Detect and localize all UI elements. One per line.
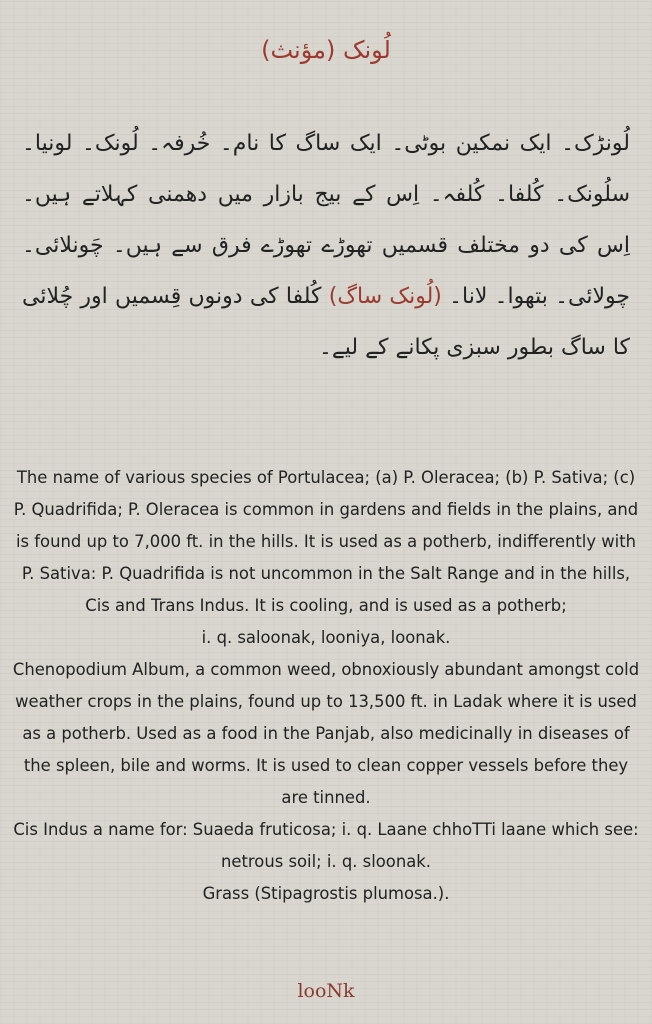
headword-urdu: لُونک (مؤنث) xyxy=(261,36,391,64)
romanized-headword: looNk xyxy=(297,980,355,1002)
english-paragraph: Chenopodium Album, a common weed, obnoxiously abundant amongst cold weather crops in the plains, found up to 13,500 ft. in Ladak where it is used as a potherb. Used as a food in the Panjab, also medicinally in diseases of the spleen, bile and worms. It is used to clean copper vessels before they are tinned. xyxy=(12,660,640,807)
english-paragraph: Grass (Stipagrostis plumosa.). xyxy=(202,884,450,903)
urdu-definition-part1: لُونڑک۔ ایک نمکین بوٹی۔ ایک ساگ کا نام۔ خُرفہ۔ لُونک۔ لونیا۔ سلُونک۔ کُلفا۔ کُلفہ۔ اِس کے بیج بازار میں دھمنی کہلاتے ہیں۔ اِس کی دو مختلف قسمیں تھوڑے تھوڑے فرق سے ہیں۔ چَونلائی۔ چولائی۔ بتھوا۔ لانا۔ xyxy=(22,131,630,309)
urdu-definition-part2: کُلفا کی دونوں قِسمیں اور چُلائی کا ساگ بطور سبزی پکانے کے لیے۔ xyxy=(22,284,630,360)
urdu-definition xyxy=(22,118,630,373)
urdu-highlight-label: (لُونک ساگ) xyxy=(328,284,442,309)
english-paragraph: The name of various species of Portulacea; (a) P. Oleracea; (b) P. Sativa; (c) P. Quadrifida; P. Oleracea is common in gardens and fields in the plains, and is found up to 7,000 ft. in the hills. It is used as a potherb, indifferently with P. Sativa: P. Quadrifida is not uncommon in the Salt Range and in the hills, Cis and Trans Indus. It is cooling, and is used as a potherb; xyxy=(13,468,639,615)
english-paragraph: i. q. saloonak, looniya, loonak. xyxy=(201,628,451,647)
english-definition xyxy=(12,462,640,910)
english-paragraph: Cis Indus a name for: Suaeda fruticosa; i. q. Laane chhoTTi laane which see: netrous soil; i. q. sloonak. xyxy=(13,820,639,871)
